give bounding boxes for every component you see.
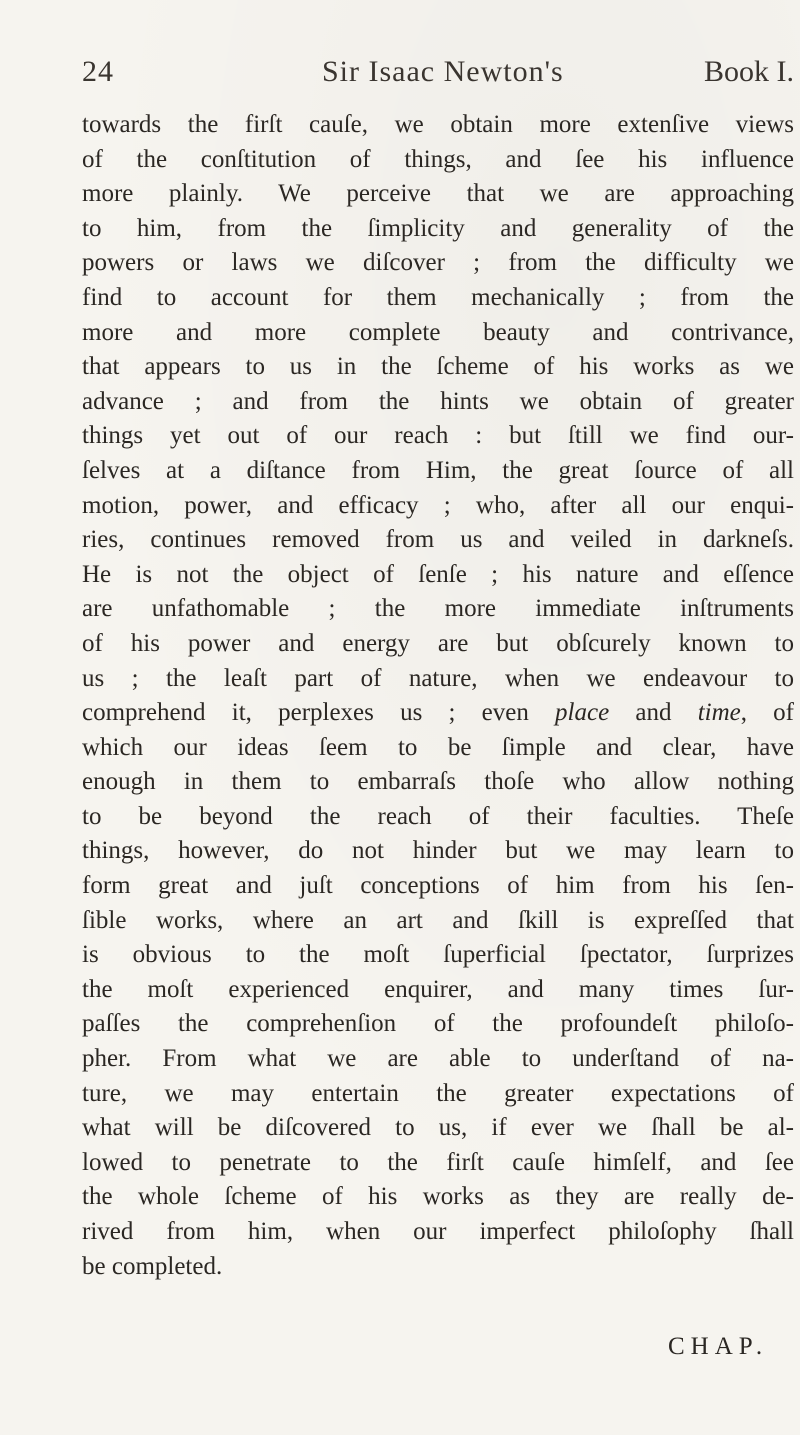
text-line: what will be diſcovered to us, if ever we ſhall be al- [82, 1114, 794, 1142]
text-line: more plainly. We perceive that we are approaching [82, 180, 794, 208]
page-number: 24 [82, 55, 114, 88]
text-line: towards the firſt cauſe, we obtain more extenſive views [82, 111, 794, 138]
text-line: that appears to us in the ſcheme of his works as we [82, 353, 794, 381]
text-line: of his power and energy are but obſcurely known to [82, 629, 794, 657]
text-line: is obvious to the moſt ſuperficial ſpectator, ſurprizes [82, 941, 794, 969]
text-line: find to account for them mechanically ; from the [82, 283, 794, 311]
text-line: paſſes the comprehenſion of the profoundeſt philoſo- [82, 1010, 794, 1038]
text-line: ture, we may entertain the greater expectations of [82, 1079, 794, 1107]
running-title: Sir Isaac Newton's [322, 55, 564, 88]
text-line: to be beyond the reach of their faculties. Theſe [82, 802, 794, 830]
text-line: us ; the leaſt part of nature, when we endeavour to [82, 664, 794, 692]
italic-term-time: time [697, 699, 741, 727]
italic-term-place: place [555, 699, 610, 727]
body-paragraph [82, 108, 794, 1284]
text-line: more and more complete beauty and contrivance, [82, 318, 794, 346]
text-line: motion, power, and efficacy ; who, after all our enqui- [82, 491, 794, 519]
text-line-final: be completed. [82, 1252, 223, 1280]
text-line-italic-terms: comprehend it, perplexes us ; even place and time, of [82, 699, 794, 727]
text-line: advance ; and from the hints we obtain of greater [82, 387, 794, 415]
text-line: form great and juſt conceptions of him from his ſen- [82, 872, 794, 900]
text-line: rived from him, when our imperfect philoſophy ſhall [82, 1218, 794, 1245]
text-line: pher. From what we are able to underſtand of na- [82, 1045, 794, 1073]
text-line: to him, from the ſimplicity and generality of the [82, 214, 794, 242]
text-line: ſible works, where an art and ſkill is expreſſed that [82, 906, 794, 934]
text-line: lowed to penetrate to the firſt cauſe himſelf, and ſee [82, 1148, 794, 1176]
text-line: ries, continues removed from us and veiled in darkneſs. [82, 526, 794, 554]
text-line: things yet out of our reach : but ſtill we find our- [82, 422, 794, 450]
text-line: ſelves at a diſtance from Him, the great ſource of all [82, 456, 794, 484]
catchword: CHAP. [668, 1333, 769, 1360]
text-line: powers or laws we diſcover ; from the difficulty we [82, 249, 794, 277]
text-line: are unfathomable ; the more immediate inſtruments [82, 595, 794, 623]
text-line: the whole ſcheme of his works as they are really de- [82, 1183, 794, 1211]
book-label: Book I. [704, 55, 794, 88]
text-line: enough in them to embarraſs thoſe who allow nothing [82, 768, 794, 796]
text-line: which our ideas ſeem to be ſimple and clear, have [82, 733, 794, 761]
text-line: things, however, do not hinder but we may learn to [82, 837, 794, 865]
text-line: He is not the object of ſenſe ; his nature and eſſence [82, 560, 794, 588]
running-header [82, 55, 794, 95]
text-line: the moſt experienced enquirer, and many times ſur- [82, 975, 794, 1003]
text-line: of the conſtitution of things, and ſee his influence [82, 145, 794, 173]
